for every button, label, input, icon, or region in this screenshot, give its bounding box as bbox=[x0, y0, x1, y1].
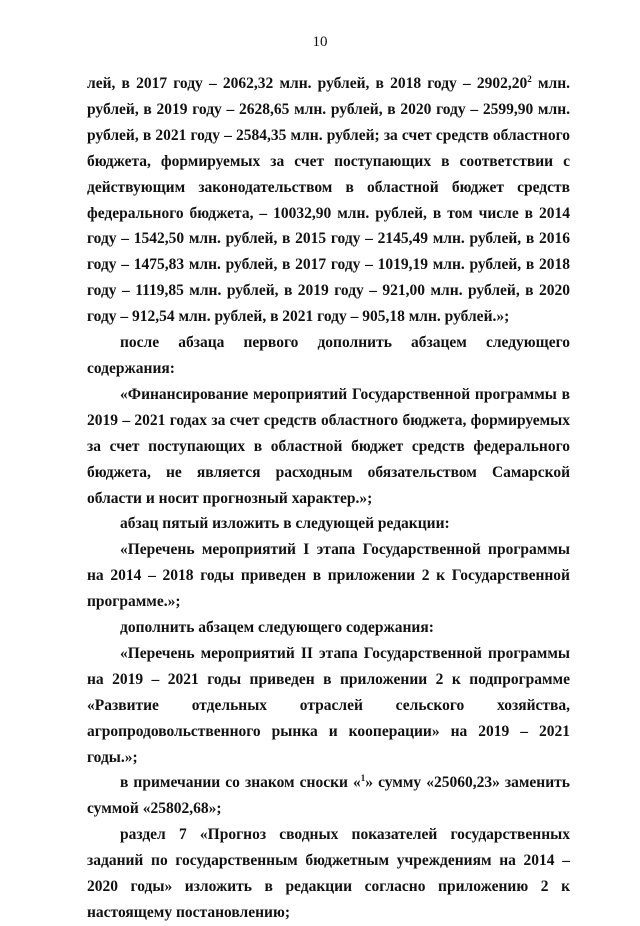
paragraph: дополнить абзацем следующего содержания: bbox=[120, 619, 434, 637]
paragraph: после абзаца первого дополнить абзацем следующего содержания: bbox=[87, 334, 570, 377]
text-segment: в примечании со знаком сноски « bbox=[120, 774, 361, 792]
text-segment: лей, в 2017 году – 2062,32 млн. рублей, в 2018 году – 2902,20 bbox=[87, 75, 528, 92]
paragraph-quote: «Финансирование мероприятий Государственной программы в 2019 – 2021 годах за счет средств областного бюджета, формируемых за счет поступающих в областной бюджет средств федерального бюджета, не является расходным обязательством Самарской области и носит прогнозный характер.»; bbox=[87, 385, 570, 507]
paragraph: раздел 7 «Прогноз сводных показателей государственных заданий по государственным бюджетным учреждениям на 2014 – 2020 годы» изложить в редакции согласно приложению 2 к настоящему постановлению; bbox=[87, 826, 570, 921]
paragraph: абзац пятый изложить в следующей редакции: bbox=[120, 515, 450, 533]
paragraph-continuation bbox=[87, 71, 570, 330]
text-segment: млн. рублей, в 2019 году – 2628,65 млн. рублей, в 2020 году – 2599,90 млн. рублей, в 2021 году – 2584,35 млн. рублей; за счет средств областного бюджета, формируемых за счет поступающих в соответствии с действующим законодательством в областной бюджет средств федерального бюджета, – 10032,90 млн. рублей, в том числе в 2014 году – 1542,50 млн. рублей, в 2015 году – 2145,49 млн. рублей, в 2016 году – 1475,83 млн. рублей, в 2017 году – 1019,19 млн. рублей, в 2018 году – 1119,85 млн. рублей, в 2019 году – 921,00 млн. рублей, в 2020 году – 912,54 млн. рублей, в 2021 году – 905,18 млн. рублей.»; bbox=[87, 75, 571, 326]
paragraph-quote: «Перечень мероприятий I этапа Государственной программы на 2014 – 2018 годы приведен в приложении 2 к Государственной программе.»; bbox=[87, 541, 570, 611]
footnote-superscript: 1 bbox=[360, 773, 366, 784]
document-body bbox=[87, 71, 570, 926]
paragraph-quote: «Перечень мероприятий II этапа Государственной программы на 2019 – 2021 годы приведен в приложении 2 к подпрограмме «Развитие отдельных отраслей сельского хозяйства, агропродовольственного рынка и кооперации» на 2019 – 2021 годы.»; bbox=[87, 644, 570, 766]
paragraph-footnote-note bbox=[87, 770, 570, 822]
page-number: 10 bbox=[312, 34, 328, 50]
footnote-superscript: 2 bbox=[527, 74, 532, 84]
text-segment: » сумму «25060,23» заменить суммой «25802,68»; bbox=[87, 774, 570, 818]
